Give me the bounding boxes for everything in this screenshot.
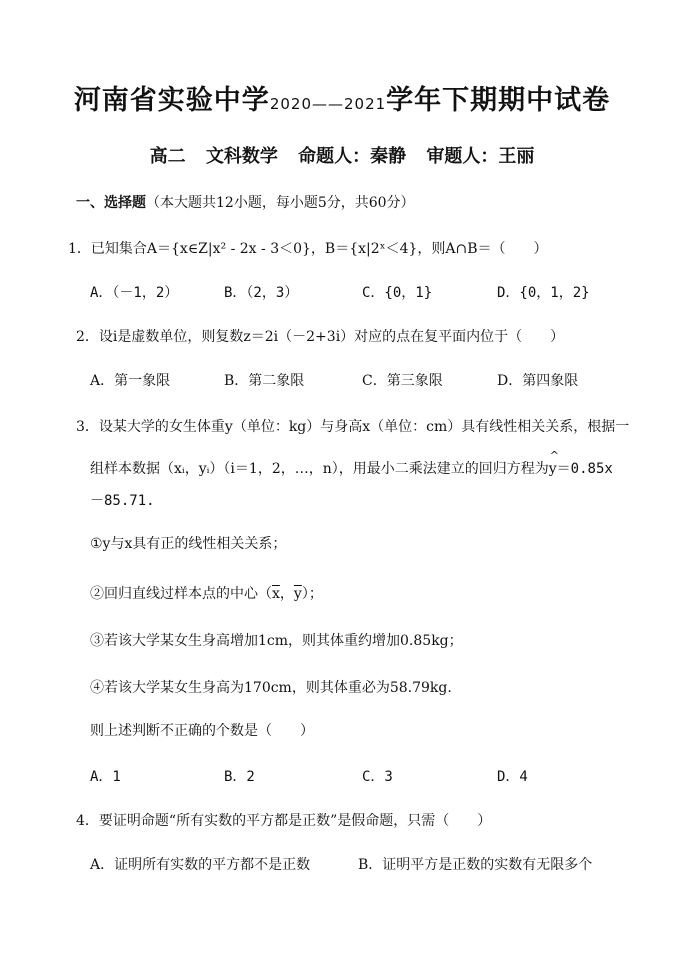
exam-subtitle: 高二 文科数学 命题人：秦静 审题人：王丽 xyxy=(149,146,535,167)
q3-statement-2-text: ②回归直线过样本点的中心（ xyxy=(90,586,272,602)
y-hat-letter: y xyxy=(548,461,557,477)
q3-statement-3: ③若该大学某女生身高增加1cm，则其体重约增加0.85kg； xyxy=(90,633,463,649)
q1-option-a: A．（－1，2） xyxy=(90,285,179,301)
q3-line3: －85.71. xyxy=(90,493,155,509)
q3-option-b: B．2 xyxy=(224,769,255,785)
section-heading xyxy=(76,192,415,212)
q3-line1: 3．设某大学的女生体重y（单位：kg）与身高x（单位：cm）具有线性相关关系，根据一 xyxy=(76,419,630,435)
y-hat: ^ y xyxy=(548,449,559,477)
exam-title xyxy=(0,78,684,117)
q3-option-d: D．4 xyxy=(497,769,528,785)
q1-option-d: D．{0，1，2} xyxy=(497,285,590,301)
q2-option-a: A．第一象限 xyxy=(90,373,171,389)
title-term: 学年下期期中试卷 xyxy=(386,85,611,116)
q3-statement-4: ④若该大学某女生身高为170cm，则其体重必为58.79kg. xyxy=(90,680,452,696)
q2-option-c: C．第三象限 xyxy=(362,373,443,389)
q1-stem: 1．已知集合A＝{x∈Z|x² - 2x - 3＜0}，B＝{x|2ˣ＜4}，则A∩B＝（ ） xyxy=(68,241,548,257)
q3-line2-text: 组样本数据（xᵢ，yᵢ）（i＝1，2，…，n），用最小二乘法建立的回归方程为 xyxy=(90,461,549,477)
title-years: 2020——2021 xyxy=(269,95,387,113)
y-bar: $\overline{y}$ xyxy=(293,586,302,602)
q3-statement-2 xyxy=(90,583,323,603)
section-title: 一、选择题 xyxy=(76,195,146,211)
q3-line2-equation: ＝0.85x xyxy=(556,461,613,477)
q2-option-d: D．第四象限 xyxy=(497,373,579,389)
q4-stem: 4．要证明命题“所有实数的平方都是正数”是假命题，只需（ ） xyxy=(76,813,492,829)
q4-option-b: B．证明平方是正数的实数有无限多个 xyxy=(358,857,593,873)
q3-statement-1: ①y与x具有正的线性相关关系； xyxy=(90,536,287,552)
q3-statement-2-end: ）； xyxy=(301,586,323,602)
q2-option-b: B．第二象限 xyxy=(224,373,305,389)
q3-option-a: A．1 xyxy=(90,769,121,785)
q2-stem: 2．设i是虚数单位，则复数z＝2i（－2+3i）对应的点在复平面内位于（ ） xyxy=(76,329,565,345)
q3-line2 xyxy=(90,449,613,478)
q4-option-a: A．证明所有实数的平方都不是正数 xyxy=(90,857,311,873)
title-school: 河南省实验中学 xyxy=(73,85,270,116)
q1-option-b: B．（2，3） xyxy=(224,285,299,301)
section-note: （本大题共12小题，每小题5分，共60分） xyxy=(146,195,415,211)
q3-statement-2-sep: ， xyxy=(279,586,294,602)
x-bar: $\overline{x}$ xyxy=(272,586,280,602)
q3-option-c: C．3 xyxy=(362,769,393,785)
q1-option-c: C．{0，1} xyxy=(362,285,433,301)
q3-question: 则上述判断不正确的个数是（ ） xyxy=(90,723,314,739)
